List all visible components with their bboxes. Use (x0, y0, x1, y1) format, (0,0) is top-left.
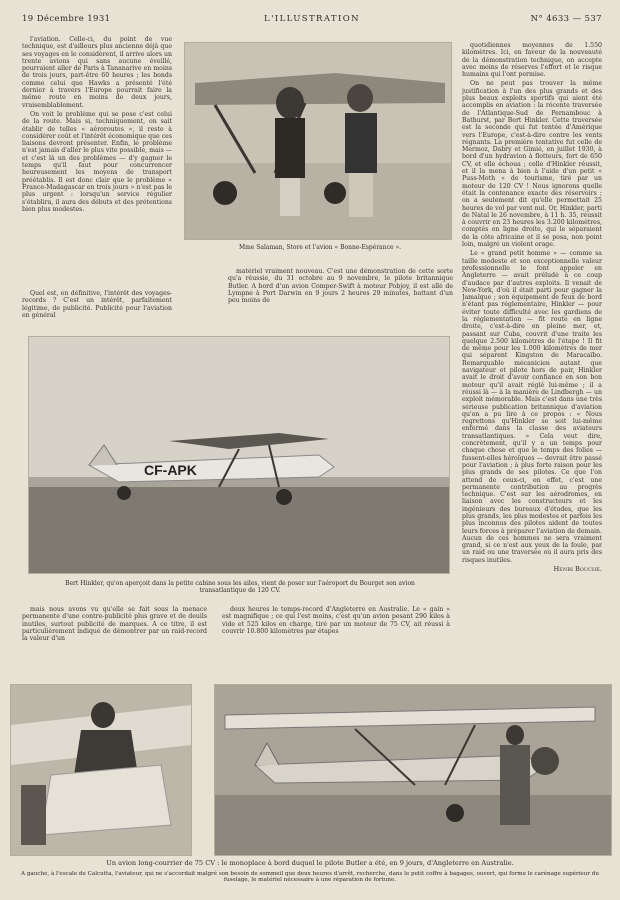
photo-butler-monoplane (214, 684, 612, 856)
text-column-bottom-left (22, 606, 207, 676)
paragraph: deux heures le temps-record d'Angleterre en Australie. Le « gain » est magnifique ; ce qui l'est moins, c'est qu'un avion pesant 290 kilos à vide et 525 kilos en charge, tiré par un moteur de 75 CV, ait réussi à couvrir 10.800 kilomètres par étapes (222, 606, 450, 635)
paragraph: Quel est, en définitive, l'intérêt des voyages-records ? C'est un intérêt, parfaitement légitime, de publicité. Publicité pour l'aviation en général (22, 290, 172, 319)
bottom-caption-line1: Un avion long-courrier de 75 CV : le monoplace à bord duquel le pilote Butler a été, en 9 jours, d'Angleterre en Australie. (106, 859, 514, 867)
paragraph: On voit le problème qui se pose c'est celui de la route. Mais si, techniquement, on sait établir de telles « aéroroutes », il reste à considérer coût et l'intérêt économique que ces liaisons devront présenter. Enfin, le problème n'est jamais d'aller le plus vite possible, mais — et c'est là un des problèmes — d'y gagner le temps qu'il faut pour concurrencer heureusement les moyens de transport préétablis. Il est donc clair que le problème « France-Madagascar en trois jours » n'est pas le plus urgent : lorsqu'un service régulier s'établira, il aura des débuts et des prétentions bien plus modestes. (22, 110, 172, 213)
paragraph: Le « grand petit homme » — comme sa taille modeste et son exceptionnelle valeur professionnelle le font appeler en Angleterre — avait préludé à ce coup d'audace par d'autres exploits. Il venait de New-York, d'où il était parti pour gagner la Jamaïque ; son équipement de feux de bord n'étant pas réglementaire, Hinkler — pour éviter toute difficulté avec les gardiens de la réglementation — fit route en ligne droite, c'est-à-dire en pleine mer, et, passant sur Cuba, couvrit d'une traite les quelque 2.500 kilomètres de l'étape ! Il fit de même pour les 1.000 kilomètres de mer qui séparent Kingston de Maracaïbo. Remarquable mécanicien autant que navigateur et pilote hors de pair, Hinkler avait le droit d'avoir confiance en son bon moteur qu'il avait réglé lui-même ; il a réussi là — à la manière de Lindbergh — un exploit mémorable. Mais c'est dans une très sérieuse publication britannique d'aviation qu'on a pu lire à ce propos : « Nous regrettons qu'Hinkler se soit lui-même enfermé dans la classe des aviateurs transatlantiques. » Cela veut dire, concrètement, qu'il y a un temps pour chaque chose et que le temps des folies — fussent-elles héroïques — devrait être passé pour l'aviation ; à plus forte raison pour les plus grands de ses pilotes. Ce que l'on attend de ceux-ci, en effet, c'est une permanente contribution au progrès technique. C'est sur les aérodromes, en liaison avec les constructeurs et les ingénieurs des bureaux d'études, que les plus grands, les plus modestes et parfois les plus inconnus des pilotes aident de toutes leurs forces à préparer l'aviation de demain. Aucun de ces hommes ne sera vraiment grand, si ce n'est aux yeux de la foule, par un raid ou une traversée où il aura pris des risques inutiles. (462, 250, 602, 564)
photo-hinkler-plane (28, 336, 450, 574)
paragraph: l'aviation. Celle-ci, du point de vue technique, est d'ailleurs plus ancienne déjà que ses voyages en le considèrent, il arrive alors un trente avions qui sans aucune éveillé, pourraient aller de Paris à Tananarive en moins de trois jours, part-être 60 heures ; les bonds comme celui que Hawks a présenté l'été dernier à travers l'Europe pourrait faire la même route en moins de deux jours, vraisemblablement. (22, 36, 172, 109)
magazine-title: L'ILLUSTRATION (264, 14, 360, 24)
text-column-left-top (22, 36, 172, 276)
photo-butler-calcutta (10, 684, 192, 856)
photo1-caption: Mme Salaman, Store et l'avion « Bonne-Espérance ». (238, 244, 402, 251)
paragraph: mais nous avons vu qu'elle se fait sous la menace permanente d'une contre-publicité plus grave et de deuils inutiles, surtout publicité de marques. A ce titre, il est particulièrement indiqué de démontrer par un raid-record la valeur d'un (22, 606, 207, 643)
photo2-caption: Bert Hinkler, qu'on aperçoit dans la petite cabine sous les ailes, vient de poser sur l'aéroport du Bourget son avion transatlantique de 120 CV. (65, 580, 415, 594)
text-column-right (462, 42, 602, 657)
paragraph: matériel vraiment nouveau. C'est une démonstration de cette sorte qu'a réussie, du 31 octobre au 9 novembre, le pilote britannique Butler. A bord d'un avion Comper-Swift à moteur Pobjoy, il est allé de Lympne à Port Darwin en 9 jours 2 heures 29 minutes, battant d'un peu moins de (228, 268, 453, 305)
paragraph: On ne peut pas trouver la même justification à l'un des plus grands et des plus beaux exploits sportifs qui aient été accomplis en aviation : la récente traversée de l'Atlantique-Sud de Pernambouc à Bathurst, par Bert Hinkler. Cette traversée est la seconde qui fut tentée d'Amérique vers l'Europe, c'est-à-dire contre les vents régnants. La première tentative fut celle de Mermoz, Dabry et Gimié, en juillet 1930, à bord d'un hydravion à flotteurs, fort de 650 CV, et elle échoua ; celle d'Hinkler réussit, et il la mena à bien à l'aide d'un petit « Puss-Moth » de tourisme, tiré par un moteur de 120 CV ! Nous ignorons quelle était la contenance exacte des réservoirs ; on a seulement dit qu'elle permettait 25 heures de vol par vent nul. Or, Hinkler, parti de Natal le 26 novembre, à 11 h. 35, réussit à couvrir en 23 heures les 3.200 kilomètres, comptés en ligne droite, qui le séparaient de la côte africaine et il se posa, non point loin, malgré un violent orage. (462, 80, 602, 249)
text-column-left-bottom (22, 290, 172, 330)
text-column-middle (228, 268, 453, 328)
author-signature: Henri Bouché. (553, 565, 602, 574)
page-header (22, 14, 602, 28)
issue-date: 19 Décembre 1931 (22, 14, 111, 24)
text-column-bottom-middle (222, 606, 450, 676)
aircraft-registration: CF-APK (144, 462, 197, 478)
photo-salaman-store-plane (184, 42, 452, 240)
paragraph: quotidiennes moyennes de 1.550 kilomètres. Ici, en faveur de la nouveauté de la démonstration technique, on accepte avec moins de réserves l'effort et le risque humains qui l'ont permise. (462, 42, 602, 79)
page-number: N° 4633 — 537 (530, 14, 602, 24)
bottom-caption-line2: A gauche, à l'escale de Calcutta, l'aviateur, qui ne s'accordait malgré son besoin de sommeil que deux heures d'arrêt, recherche, dans le petit coffre à bagages, ouvert, qui forme le carénage supérieur du fuselage, le matériel nécessaire à une réparation de fortune. (21, 871, 599, 884)
